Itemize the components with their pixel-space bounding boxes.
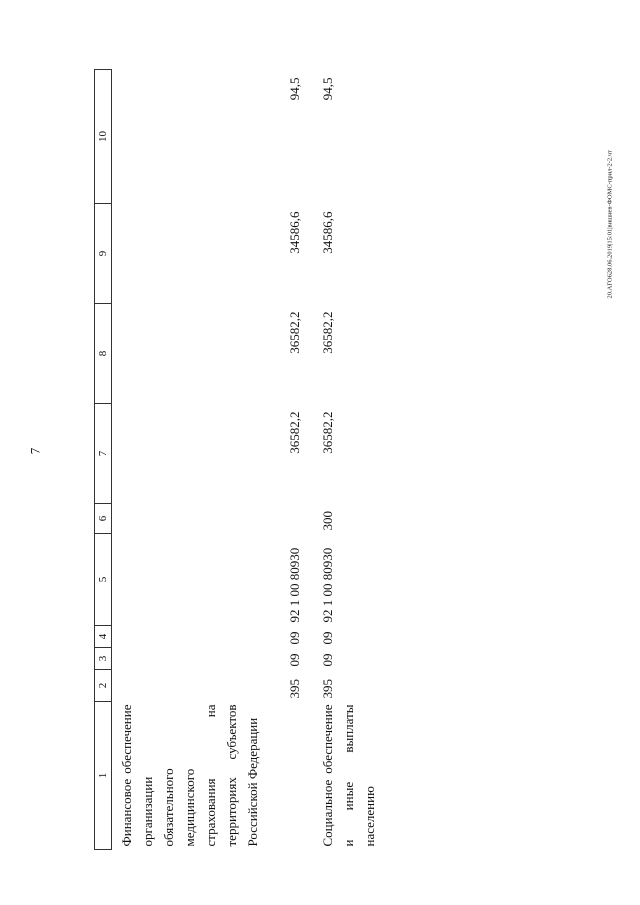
row-csr: 92 1 00 80930 [287, 547, 302, 623]
row-c10: 94,5 [320, 77, 335, 101]
header-cell: 1 [95, 702, 112, 850]
header-cell: 3 [95, 648, 112, 670]
table-row [112, 70, 306, 850]
header-cell: 6 [95, 504, 112, 534]
row-c8: 36582,2 [320, 311, 335, 354]
row-vr: 300 [320, 511, 335, 531]
header-cell: 10 [95, 70, 112, 204]
row-c8: 36582,2 [287, 311, 302, 354]
row-rz: 09 [287, 653, 302, 667]
row-c10: 94,5 [287, 77, 302, 101]
header-cell: 7 [95, 404, 112, 504]
header-cell: 5 [95, 534, 112, 626]
table-header-row [95, 70, 112, 850]
row-c9: 34586,6 [320, 211, 335, 254]
header-cell: 4 [95, 626, 112, 648]
row-pr: 09 [320, 631, 335, 645]
row-c9: 34586,6 [287, 211, 302, 254]
row-c7: 36582,2 [320, 411, 335, 454]
row-pr: 09 [287, 631, 302, 645]
footer-stamp: 20.АГО628.06.2019|15:01|вишнев-ФОМС-прил-2-2.чт [606, 150, 614, 299]
row-name: Социальное обеспечение и иные выплаты населению [320, 704, 377, 847]
row-grbs: 395 [320, 679, 335, 699]
budget-table-rotated [94, 70, 377, 850]
row-rz: 09 [320, 653, 335, 667]
header-cell: 9 [95, 204, 112, 304]
table-row [305, 70, 380, 850]
row-c7: 36582,2 [287, 411, 302, 454]
row-vr [112, 504, 306, 534]
budget-table [94, 69, 380, 850]
row-csr: 92 1 00 80930 [320, 547, 335, 623]
row-grbs: 395 [287, 679, 302, 699]
header-cell: 8 [95, 304, 112, 404]
page-number: 7 [27, 447, 43, 455]
row-name: Финансовое обеспечение организации обязательного медицинского страхования на территориях субъектов Российской Федерации [119, 704, 260, 847]
header-cell: 2 [95, 670, 112, 702]
